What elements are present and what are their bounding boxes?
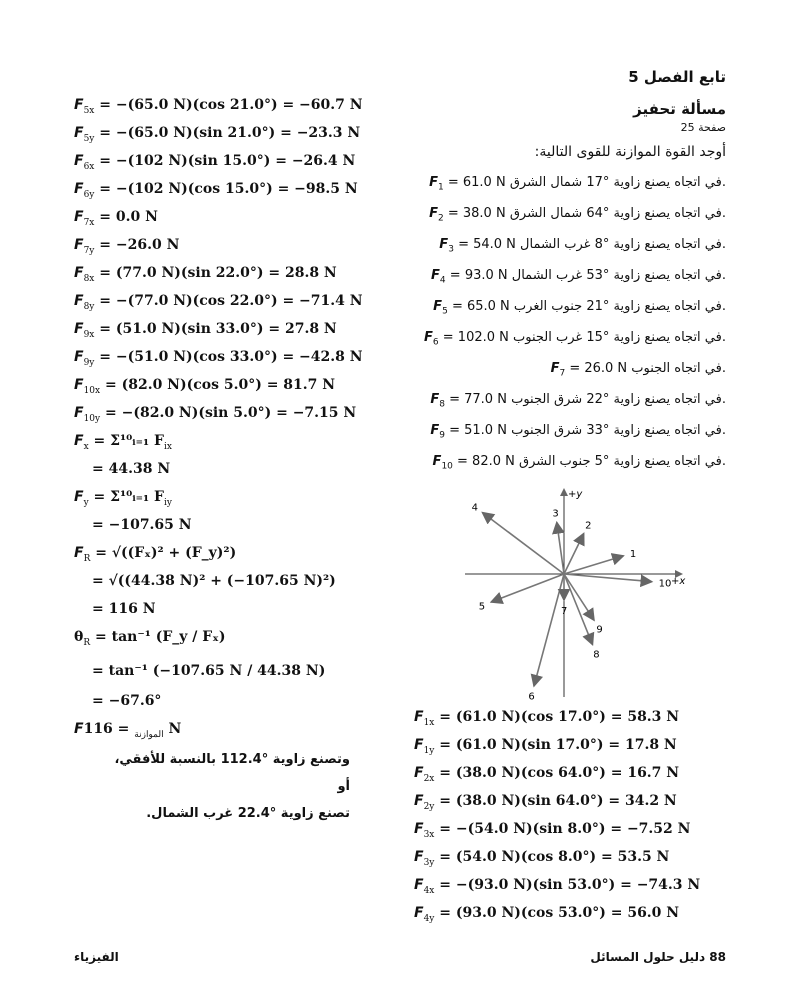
vector-label-8: 8	[593, 649, 600, 661]
vector-label-10: 10	[658, 578, 672, 590]
equation-row: $F_{9x} = (51.0$ N)(sin 33.0°) = 27.8 N	[74, 321, 337, 340]
equation-row: $F_{1y} = (61.0$ N)(sin 17.0°) = 17.8 N	[414, 737, 677, 756]
answer-line-1: وتصنع زاوية °112.4 بالنسبة للأفقي،	[114, 752, 350, 767]
equation-row: $F_{6x} = -(102$ N)(sin 15.0°) = −26.4 N	[74, 153, 356, 172]
vector-label-3: 3	[552, 508, 559, 520]
force-vector-2	[564, 534, 584, 574]
equation-row: $F_{10x} = (82.0$ N)(cos 5.0°) = 81.7 N	[74, 377, 336, 396]
vector-label-5: 5	[478, 601, 486, 613]
equation-row: $F_{8y} = -(77.0$ N)(cos 22.0°) = −71.4 N	[74, 293, 363, 312]
equation-row: $F_{7x} = 0.0$ N	[74, 209, 158, 228]
force-item: $F_9 = 51.0$ N في اتجاه يصنع زاوية °33 شرق الجنوب.	[430, 423, 726, 441]
force-vector-6	[534, 574, 564, 686]
fr-row-2: = √((44.38 N)² + (−107.65 N)²)	[92, 573, 336, 589]
vector-label-6: 6	[528, 691, 535, 700]
vector-label-2: 2	[585, 520, 592, 532]
force-vector-10	[564, 574, 652, 582]
fy-value: = −107.65 N	[92, 517, 192, 533]
equation-row: $F_{5x} = -(65.0$ N)(cos 21.0°) = −60.7 N	[74, 97, 363, 116]
vector-label-9: 9	[596, 624, 603, 636]
vector-group	[472, 503, 672, 700]
force-item: $F_1 = 61.0$ N في اتجاه يصنع زاوية °17 شمال الشرق.	[429, 175, 726, 193]
force-item: $F_2 = 38.0$ N في اتجاه يصنع زاوية °64 شمال الشرق.	[429, 206, 726, 224]
theta-value: = −67.6°	[92, 693, 162, 709]
page-ref: صفحة 25	[680, 121, 726, 134]
force-item: $F_5 = 65.0$ N في اتجاه يصنع زاوية °21 جنوب الغرب.	[433, 299, 726, 317]
y-axis-label: +y	[568, 489, 583, 500]
footer-subject: الفيزياء	[74, 950, 119, 964]
force-item: $F_8 = 77.0$ N في اتجاه يصنع زاوية °22 شرق الجنوب.	[430, 392, 726, 410]
equation-row: $F_{2x} = (38.0$ N)(cos 64.0°) = 16.7 N	[414, 765, 680, 784]
equation-row: $F_{8x} = (77.0$ N)(sin 22.0°) = 28.8 N	[74, 265, 337, 284]
force-vector-5	[491, 574, 564, 602]
equation-row: $F_{10y} = -(82.0$ N)(sin 5.0°) = −7.15 N	[74, 405, 357, 424]
fr-value: = 116 N	[92, 601, 156, 617]
theta-row-1: $\theta_R = \tan^{-1}$ (F_y / Fₓ)	[74, 629, 226, 648]
section-title: مسألة تحفيز	[633, 100, 726, 118]
theta-row-2: = tan⁻¹ (−107.65 N / 44.38 N)	[92, 663, 326, 679]
answer-or: أو	[337, 779, 350, 794]
chapter-title: تابع الفصل 5	[628, 68, 726, 86]
problem-prompt: أوجد القوة الموازنة للقوى التالية:	[534, 144, 726, 160]
equation-row: $F_{6y} = -(102$ N)(cos 15.0°) = −98.5 N	[74, 181, 358, 200]
equation-row: $F_{9y} = -(51.0$ N)(cos 33.0°) = −42.8 N	[74, 349, 363, 368]
equation-row: $F_{4y} = (93.0$ N)(cos 53.0°) = 56.0 N	[414, 905, 680, 924]
vector-label-7: 7	[561, 606, 568, 617]
force-item: $F_{10} = 82.0$ N في اتجاه يصنع زاوية °5 جنوب الشرق.	[432, 454, 726, 472]
fy-sum-row: $F_y$ = Σ¹⁰ᵢ₌₁ $F_{iy}$	[74, 489, 172, 508]
equation-row: $F_{7y} = -26.0$ N	[74, 237, 180, 256]
force-item: $F_4 = 93.0$ N في اتجاه يصنع زاوية °53 غرب الشمال.	[431, 268, 726, 286]
footer-page: 88 دليل حلول المسائل	[590, 950, 726, 964]
vector-label-1: 1	[629, 548, 637, 560]
equation-row: $F_{3x} = -(54.0$ N)(sin 8.0°) = −7.52 N	[414, 821, 691, 840]
equilibrant-row: F $_{الموازنة}$ = 116 N	[74, 721, 182, 740]
equation-row: $F_{3y} = (54.0$ N)(cos 8.0°) = 53.5 N	[414, 849, 670, 868]
equation-row: $F_{4x} = -(93.0$ N)(sin 53.0°) = −74.3 N	[414, 877, 701, 896]
force-item: $F_3 = 54.0$ N في اتجاه يصنع زاوية °8 غرب الشمال.	[439, 237, 726, 255]
vector-label-4: 4	[471, 502, 478, 514]
x-axis-label: +x	[671, 576, 686, 587]
force-item: $F_6 = 102.0$ N في اتجاه يصنع زاوية °15 غرب الجنوب.	[424, 330, 726, 348]
fx-value: = 44.38 N	[92, 461, 171, 477]
fr-row-1: $F_R = √((F_x)^2$ + (F_y)²)	[74, 545, 237, 564]
answer-line-2: تصنع زاوية °22.4 غرب الشمال.	[146, 806, 350, 821]
fx-sum-row: $F_x$ = Σ¹⁰ᵢ₌₁ $F_{ix}$	[74, 433, 172, 452]
force-item: $F_7 = 26.0$ N في اتجاه الجنوب.	[550, 361, 726, 379]
equation-row: $F_{5y} = -(65.0$ N)(sin 21.0°) = −23.3 N	[74, 125, 361, 144]
force-vector-8	[564, 574, 593, 645]
equation-row: $F_{2y} = (38.0$ N)(sin 64.0°) = 34.2 N	[414, 793, 677, 812]
force-vector-diagram	[460, 485, 700, 700]
equation-row: $F_{1x} = (61.0$ N)(cos 17.0°) = 58.3 N	[414, 709, 680, 728]
force-vector-3	[557, 523, 564, 575]
force-vector-1	[564, 556, 623, 574]
force-vector-4	[483, 513, 565, 574]
